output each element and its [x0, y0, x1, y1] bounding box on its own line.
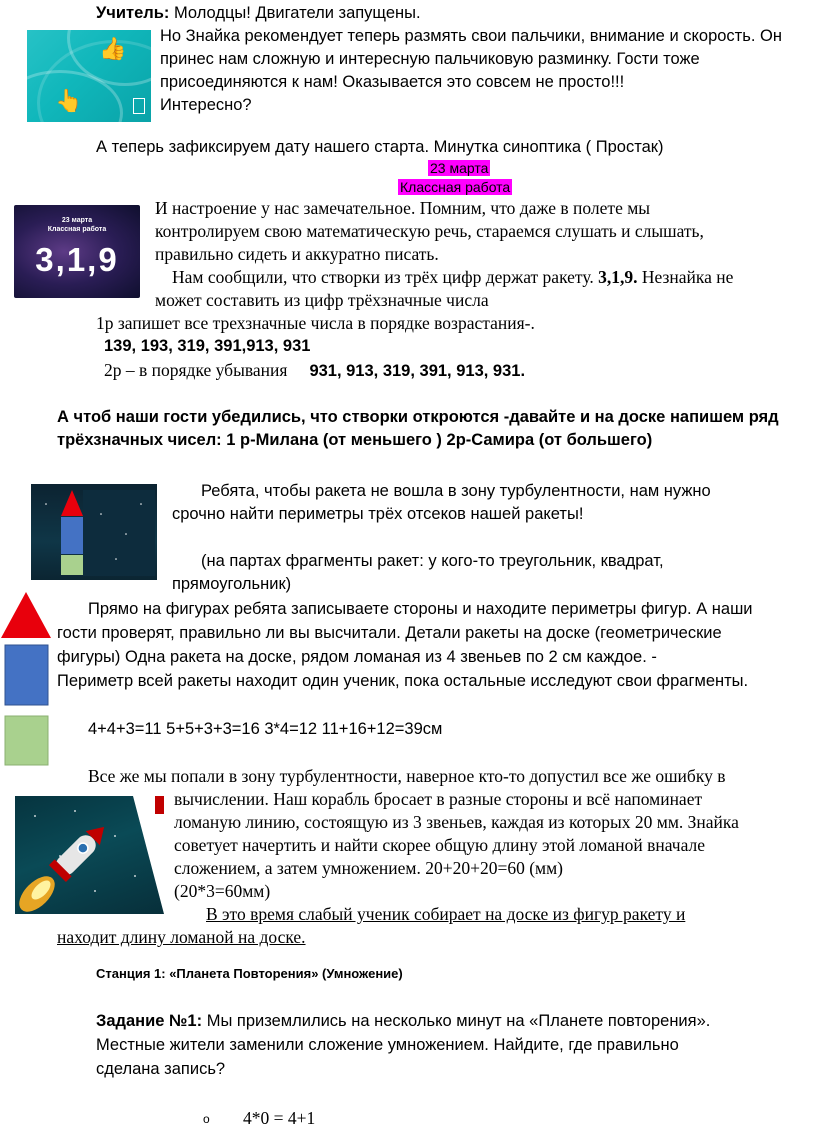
slide-319-image: [14, 205, 140, 298]
rectangle-shape: [5, 716, 48, 765]
weak-student-line: В это время слабый ученик собирает на доске из фигур ракету и: [206, 904, 686, 924]
task-line: Местные жители заменили сложение умножением. Найдите, где правильно: [96, 1036, 679, 1054]
error-line: Все же мы попали в зону турбулентности, наверное кто-то допустил все же ошибку в: [88, 766, 726, 786]
guests-line: трёхзначных чисел: 1 р-Милана (от меньшего ) 2р-Самира (от большего): [57, 431, 653, 449]
error-line: советует начертить и найти скорее общую длину этой ломаной вначале: [174, 835, 706, 855]
date-intro-line: А теперь зафиксируем дату нашего старта. Минутка синоптика ( Простак): [96, 138, 664, 156]
mood-line: правильно сидеть и аккуратно писать.: [155, 244, 439, 264]
rocket-icon: [15, 796, 164, 914]
task-label: Задание №1:: [96, 1012, 203, 1030]
teacher-text: Молодцы! Двигатели запущены.: [173, 4, 421, 22]
teacher-text-line: присоединяются к нам! Оказывается это совсем не просто!!!: [160, 73, 625, 91]
slide-digits: 3,1,9: [35, 241, 119, 278]
turbulence-line: (на партах фрагменты ракет: у кого-то треугольник, квадрат,: [201, 552, 664, 570]
row2-line: 2р – в порядке убывания 931, 913, 319, 391, 913, 931.: [104, 360, 526, 380]
thumbs-up-hand-icon: 👍: [99, 36, 127, 61]
error-line: (20*3=60мм): [174, 881, 271, 901]
message-line-2: может составить из цифр трёхзначные числа: [155, 290, 489, 310]
logo-icon: [133, 98, 145, 114]
perimeter-line: фигуры) Одна ракета на доске, рядом ломаная из 4 звеньев по 2 см каждое. -: [57, 648, 657, 666]
row1-numbers: 139, 193, 319, 391,913, 931: [104, 337, 311, 355]
weak-student-line: находит длину ломаной на доске.: [57, 927, 306, 947]
pointing-hand-icon: 👆: [55, 88, 83, 113]
error-line: ломаную линию, состоящую из 3 звеньев, каждая из которых 20 мм. Знайка: [174, 812, 739, 832]
turbulence-line: прямоугольник): [172, 575, 292, 593]
teacher-text-line: Интересно?: [160, 96, 252, 114]
teacher-line1: [96, 4, 421, 23]
perimeter-line: Периметр всей ракеты находит один ученик, пока остальные исследуют свои фрагменты.: [57, 672, 749, 690]
geometric-shapes: [0, 590, 52, 770]
perimeter-line: Прямо на фигурах ребята записываете стороны и находите периметры фигур. А наши: [88, 600, 753, 618]
mood-line: контролируем свою математическую речь, стараемся слушать и слышать,: [155, 221, 704, 241]
slide-work: Классная работа: [47, 226, 107, 233]
row1-instruction: 1р запишет все трехзначные числа в порядке возрастания-.: [96, 313, 535, 333]
guests-line: А чтоб наши гости убедились, что створки откроются -давайте и на доске напишем ряд: [57, 408, 779, 426]
task-line: сделана запись?: [96, 1060, 226, 1078]
perimeter-calculation: 4+4+3=11 5+5+3+3=16 3*4=12 11+16+12=39см: [88, 720, 443, 738]
error-line: сложением, а затем умножением. 20+20+20=60 (мм): [174, 858, 564, 878]
error-line: вычислении. Наш корабль бросает в разные стороны и всё напоминает: [174, 789, 703, 809]
turbulence-line: срочно найти периметры трёх отсеков нашей ракеты!: [172, 505, 584, 523]
rocket-figures-icon: [31, 484, 157, 580]
task-line: Задание №1: Мы приземлились на несколько минут на «Планете повторения».: [96, 1012, 711, 1030]
message-line: Нам сообщили, что створки из трёх цифр держат ракету. 3,1,9. Незнайка не: [172, 267, 734, 287]
answer-option: 4*0 = 4+1: [243, 1108, 316, 1128]
space-rocket-image: [15, 796, 164, 914]
perimeter-line: гости проверят, правильно ли вы высчитали. Детали ракеты на доске (геометрические: [57, 624, 722, 642]
teacher-text-line: Но Знайка рекомендует теперь размять свои пальчики, внимание и скорость. Он: [160, 27, 782, 45]
bullet-icon: o: [203, 1112, 210, 1126]
teacher-label: Учитель:: [96, 4, 170, 22]
rocket-thumbnail-image: [31, 484, 157, 580]
teacher-text-line: принес нам сложную и интересную пальчиковую разминку. Гости тоже: [160, 50, 700, 68]
classwork-highlight: Классная работа: [400, 179, 511, 195]
turbulence-line: Ребята, чтобы ракета не вошла в зону турбулентности, нам нужно: [201, 482, 711, 500]
triangle-shape: [1, 592, 51, 638]
mood-line: И настроение у нас замечательное. Помним, что даже в полете мы: [155, 198, 651, 218]
square-shape: [5, 645, 48, 705]
date-highlight: 23 марта: [430, 160, 489, 176]
station-heading: Станция 1: «Планета Повторения» (Умножение): [96, 966, 403, 981]
finger-exercise-image: [27, 30, 151, 122]
slide-date: 23 марта: [61, 217, 93, 224]
